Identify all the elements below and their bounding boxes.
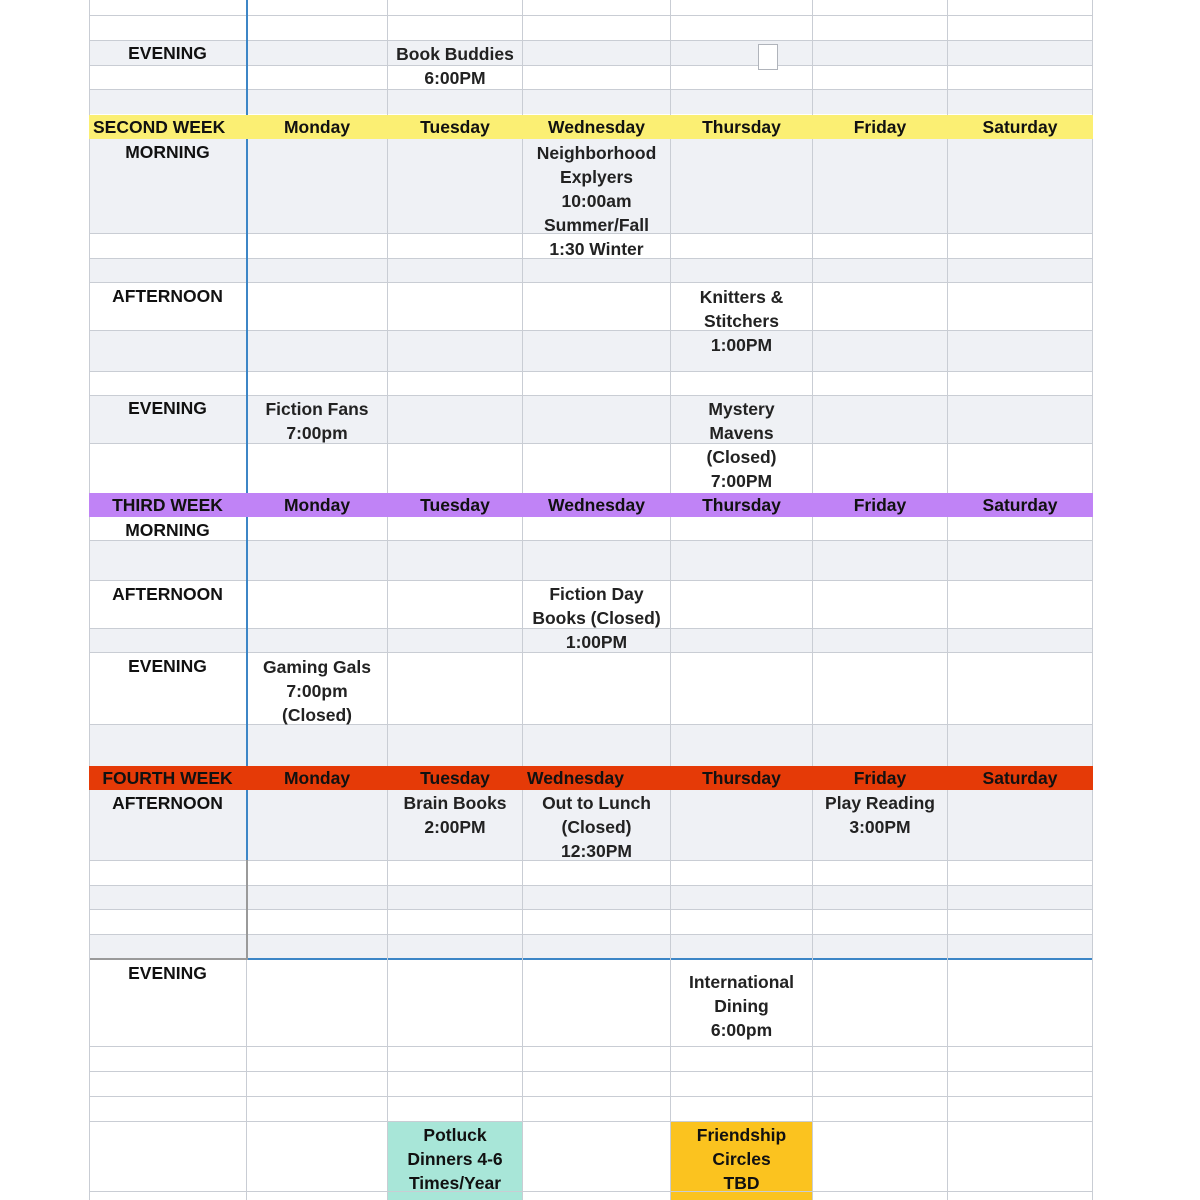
grid-row[interactable] [89,1047,1093,1072]
day-header-tuesday: Tuesday [420,768,490,788]
row-divider [89,1096,1093,1097]
grid-row[interactable] [89,444,1093,493]
week-title: FOURTH WEEK [102,768,233,788]
row-divider [89,443,1093,444]
column-divider [387,0,388,1200]
mystery-mavens-event[interactable]: Mystery Mavens (Closed) 7:00PM [706,399,777,491]
row-divider [89,909,1093,910]
row-divider [89,330,1093,331]
day-header-friday: Friday [853,768,907,788]
gaming-gals-event[interactable]: Gaming Gals 7:00pm (Closed) [263,657,371,725]
potluck-dinners-event[interactable]: Potluck Dinners 4-6 Times/Year [407,1125,503,1193]
second-week-header [89,115,1093,139]
column-divider [947,0,948,1200]
day-header-monday: Monday [283,768,351,788]
grid-row[interactable] [89,910,1093,935]
day-header-thursday: Thursday [702,768,781,788]
row-divider [89,1071,1093,1072]
book-buddies-event[interactable]: Book Buddies 6:00PM [396,44,514,88]
day-header-saturday: Saturday [982,117,1058,137]
day-header-monday: Monday [283,495,351,515]
row-divider [89,282,1093,283]
morning-label: MORNING [125,520,210,540]
week-title: THIRD WEEK [112,495,223,515]
day-header-friday: Friday [853,117,907,137]
row-divider [89,89,1093,90]
grid-row[interactable] [89,16,1093,40]
row-divider [89,1191,1093,1192]
day-header-friday: Friday [853,495,907,515]
row-divider [89,40,1093,41]
afternoon-label: AFTERNOON [112,584,223,604]
neighborhood-explorers-event[interactable]: Neighborhood Explyers 10:00am Summer/Fall 1:30 Winter [536,143,657,259]
row-divider [89,395,1093,396]
international-dining-event[interactable]: International Dining 6:00pm [688,972,794,1040]
grid-row[interactable] [89,0,1093,16]
day-header-wednesday: Wednesday [548,495,645,515]
knitters-stitchers-event[interactable]: Knitters & Stitchers 1:00PM [699,287,784,355]
grid-row[interactable] [89,331,1093,371]
play-reading-event[interactable]: Play Reading 3:00PM [825,793,935,837]
checkbox[interactable] [758,44,778,70]
column-divider [812,0,813,1200]
grid-row[interactable] [89,1072,1093,1097]
morning-label: MORNING [125,142,210,162]
fourth-week-header [89,766,1093,790]
row-divider [89,15,1093,16]
grid-row[interactable] [89,1122,1093,1200]
evening-label: EVENING [128,656,207,676]
day-header-monday: Monday [283,117,351,137]
brain-books-event[interactable]: Brain Books 2:00PM [403,793,507,837]
third-week-header [89,493,1093,517]
evening-label: EVENING [128,963,207,983]
friendship-circles-event[interactable]: Friendship Circles TBD [696,1125,787,1193]
row-divider [89,958,246,960]
afternoon-label: AFTERNOON [112,793,223,813]
fiction-day-books-event[interactable]: Fiction Day Books (Closed) 1:00PM [532,584,661,652]
grid-row[interactable] [89,65,1093,90]
frozen-column-divider[interactable] [246,860,248,960]
grid-row[interactable] [89,541,1093,581]
row-divider [89,65,1093,66]
day-header-wednesday: Wednesday [527,768,624,788]
day-header-thursday: Thursday [702,495,781,515]
grid-row[interactable] [89,725,1093,766]
grid-row[interactable] [89,258,1093,283]
row-divider [89,1046,1093,1047]
row-divider [89,580,1093,581]
row-divider [89,371,1093,372]
column-divider [1092,0,1093,1200]
row-divider [89,1121,1093,1122]
out-to-lunch-event[interactable]: Out to Lunch (Closed) 12:30PM [542,793,651,861]
row-divider [89,724,1093,725]
column-divider [246,960,247,1200]
day-header-saturday: Saturday [982,495,1058,515]
day-header-saturday: Saturday [982,768,1058,788]
week-title: SECOND WEEK [93,117,226,137]
grid-row[interactable] [89,886,1093,910]
afternoon-label: AFTERNOON [112,286,223,306]
row-divider [89,885,1093,886]
schedule-sheet [89,0,1093,1200]
day-header-thursday: Thursday [702,117,781,137]
grid-row[interactable] [89,861,1093,886]
day-header-tuesday: Tuesday [420,117,490,137]
grid-row[interactable] [89,90,1093,114]
grid-row[interactable] [89,935,1093,959]
grid-row[interactable] [89,371,1093,396]
fiction-fans-event[interactable]: Fiction Fans 7:00pm [265,399,369,443]
day-header-tuesday: Tuesday [420,495,490,515]
grid-row[interactable] [89,1097,1093,1122]
evening-label: EVENING [128,398,207,418]
day-header-wednesday: Wednesday [548,117,645,137]
row-divider [89,934,1093,935]
evening-label: EVENING [128,43,207,63]
